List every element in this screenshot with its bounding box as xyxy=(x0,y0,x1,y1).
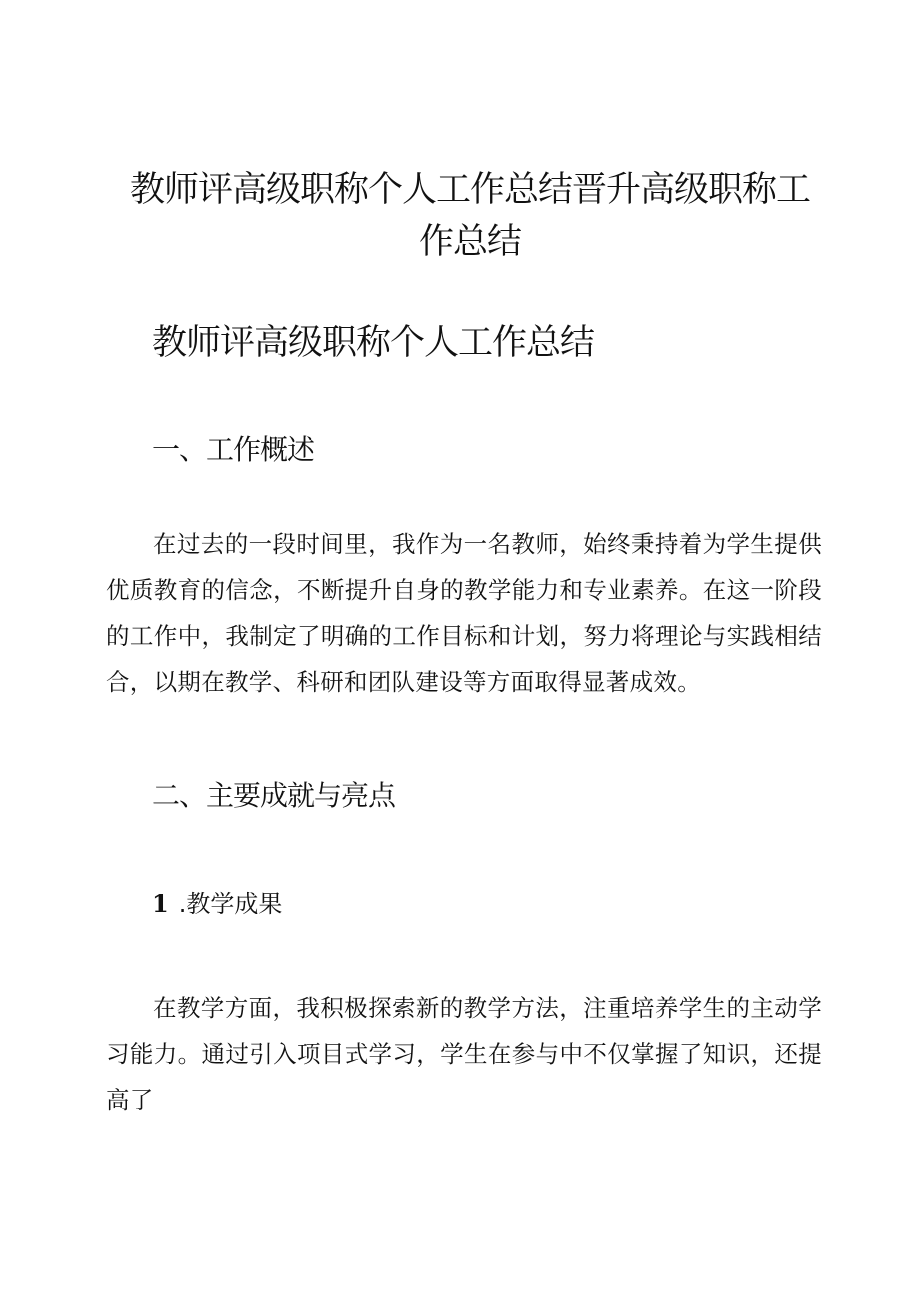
subsection-title: .教学成果 xyxy=(178,890,283,918)
subsection-heading-teaching-results xyxy=(152,886,282,922)
document-title: 教师评高级职称个人工作总结晋升高级职称工作总结 xyxy=(129,170,810,262)
document-subtitle: 教师评高级职称个人工作总结 xyxy=(152,323,595,363)
teaching-results-paragraph: 在教学方面，我积极探索新的教学方法，注重培养学生的主动学习能力。通过引入项目式学习，学生在参与中不仅掌握了知识，还提高了 xyxy=(106,994,822,1114)
section-heading-achievements: 二、主要成就与亮点 xyxy=(152,779,396,812)
section-heading-overview: 一、工作概述 xyxy=(152,433,315,466)
overview-paragraph: 在过去的一段时间里，我作为一名教师，始终秉持着为学生提供优质教育的信念，不断提升自身的教学能力和专业素养。在这一阶段的工作中，我制定了明确的工作目标和计划，努力将理论与实践相结合，以期在教学、科研和团队建设等方面取得显著成效。 xyxy=(106,530,822,696)
subsection-number: 1 xyxy=(152,889,169,918)
